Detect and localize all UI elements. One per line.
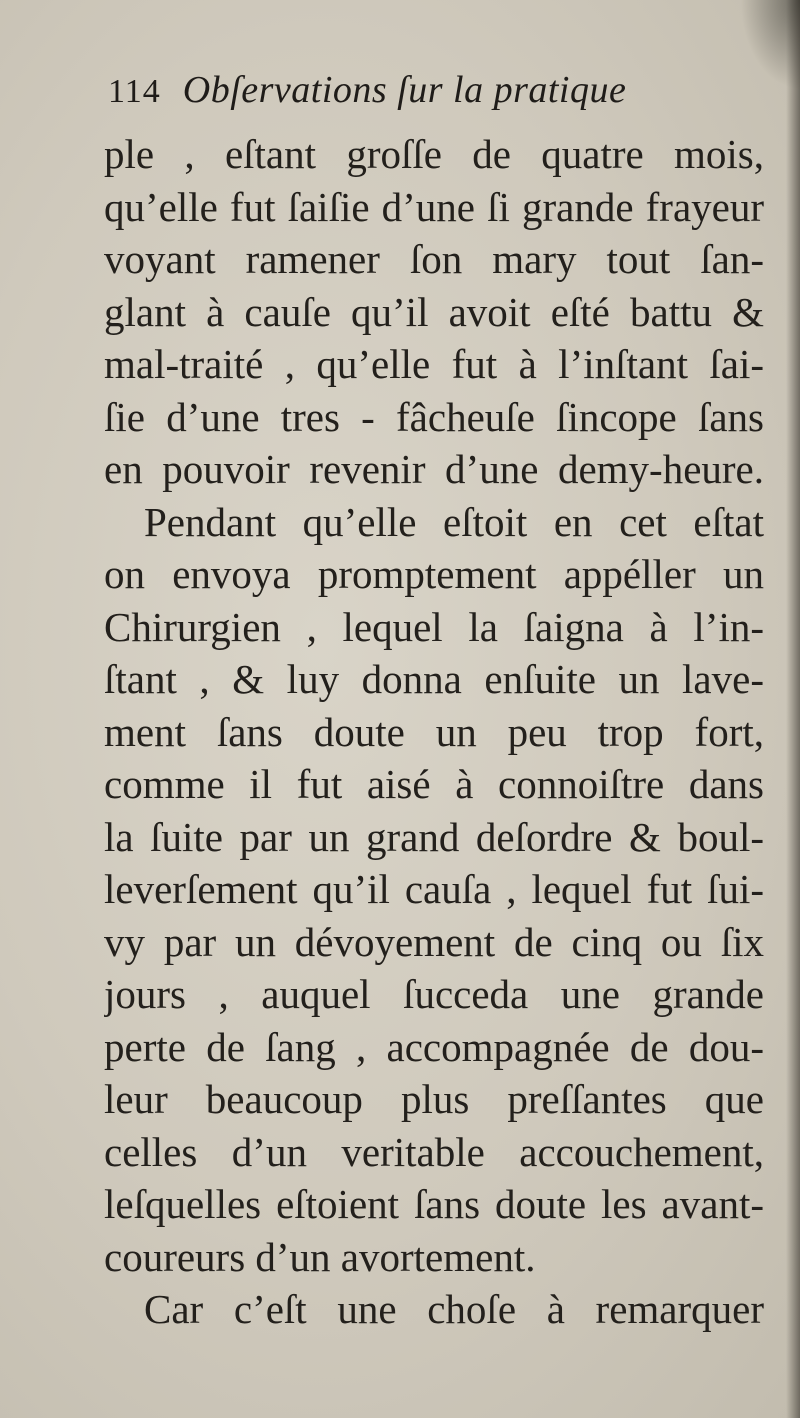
page-header <box>108 68 626 126</box>
text-line: leur beaucoup plus preſſantes que <box>104 1076 764 1122</box>
text-line: Car c’eſt une choſe à remarquer <box>144 1286 764 1332</box>
text-line: on envoya promptement appéller un <box>104 551 764 597</box>
page-number: 114 <box>108 73 161 110</box>
text-line: Pendant qu’elle eſtoit en cet eſtat <box>144 498 764 545</box>
text-line: comme il fut aisé à connoiſtre dans <box>104 761 764 807</box>
text-line: jours , auquel ſucceda une grande <box>104 971 764 1017</box>
text-line: en pouvoir revenir d’une demy-heure. <box>104 446 764 492</box>
text-line: mal-traité , qu’elle fut à l’inſtant ſai- <box>104 341 764 387</box>
body-text <box>104 128 764 1336</box>
text-line: ple , eſtant groſſe de quatre mois, <box>104 131 764 177</box>
text-line: la ſuite par un grand deſordre & boul- <box>104 813 764 860</box>
text-line: leſquelles eſtoient ſans doute les avant- <box>104 1181 764 1227</box>
text-line: ſtant , & luy donna enſuite un lave- <box>104 656 764 702</box>
running-title: Obſervations ſur la pratique <box>182 69 627 111</box>
text-line: voyant ramener ſon mary tout ſan- <box>104 236 764 282</box>
text-line: Chirurgien , lequel la ſaigna à l’in- <box>104 603 764 650</box>
text-line: celles d’un veritable accouchement, <box>104 1128 764 1175</box>
text-line: coureurs d’un avortement. <box>104 1233 536 1280</box>
text-line: qu’elle fut ſaiſie d’une ſi grande frayeur <box>104 183 764 230</box>
text-line: ſie d’une tres - fâcheuſe ſincope ſans <box>104 393 764 440</box>
text-line: leverſement qu’il cauſa , lequel fut ſui- <box>104 866 764 912</box>
page-edge-right <box>786 0 800 1418</box>
text-line: vy par un dévoyement de cinq ou ſix <box>104 918 764 965</box>
text-line: perte de ſang , accompagnée de dou- <box>104 1023 764 1070</box>
text-line: ment ſans doute un peu trop fort, <box>104 708 764 755</box>
text-line: glant à cauſe qu’il avoit eſté battu & <box>104 288 764 335</box>
